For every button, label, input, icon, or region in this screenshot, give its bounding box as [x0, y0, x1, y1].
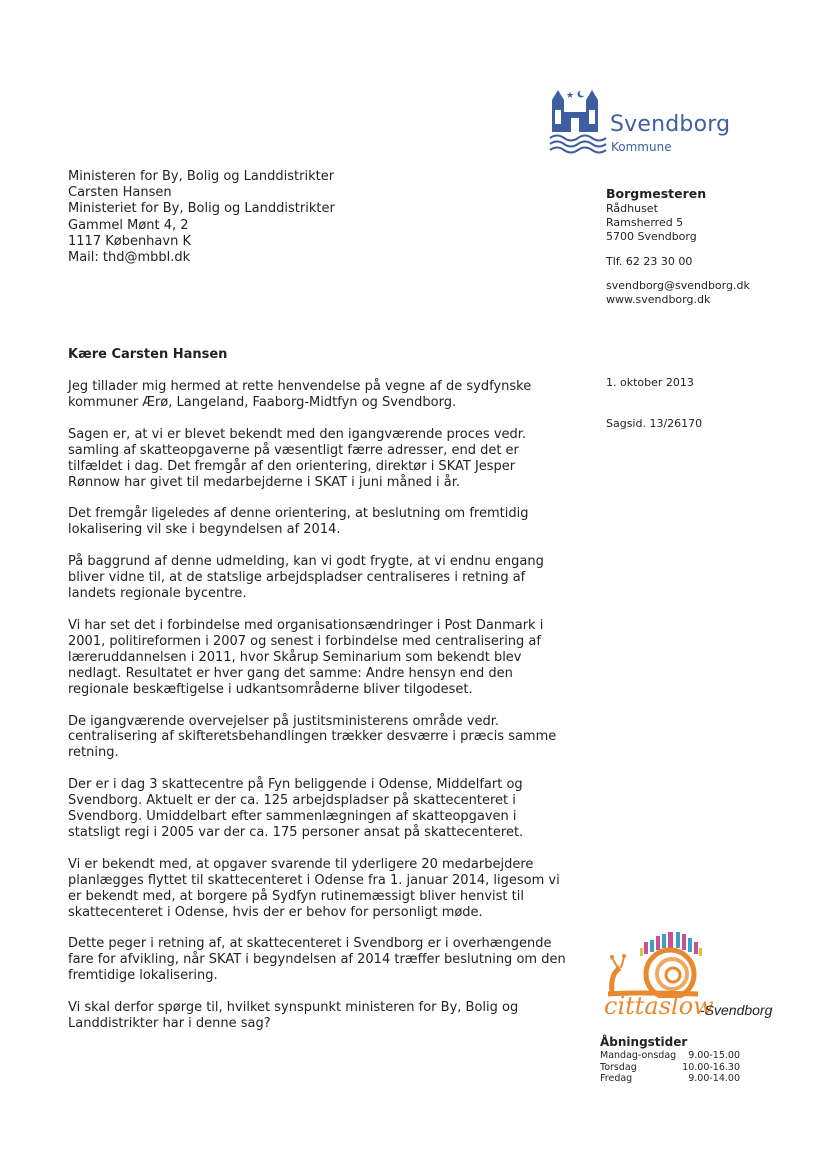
- opening-hours-row: [600, 1050, 760, 1062]
- text-line: tilfældet i dag. Det fremgår af den orientering, direktør i SKAT Jesper: [68, 458, 516, 474]
- paragraph: [68, 618, 578, 698]
- logo-name: Svendborg: [610, 112, 731, 137]
- letter-date: 1. oktober 2013: [606, 376, 694, 389]
- opening-hours-row: [600, 1062, 760, 1074]
- paragraph: [68, 554, 578, 602]
- opening-day: Torsdag: [600, 1061, 637, 1073]
- sender-block: [606, 186, 806, 307]
- text-line: Svendborg. Aktuelt er der ca. 125 arbejdspladser på skattecenteret i: [68, 793, 516, 809]
- recipient-line: Ministeriet for By, Bolig og Landdistrikter: [68, 201, 335, 217]
- svg-text:★: ★: [566, 91, 575, 101]
- text-line: Rønnow har givet til medarbejderne i SKAT i juni måned i år.: [68, 474, 460, 490]
- salutation: Kære Carsten Hansen: [68, 347, 228, 362]
- paragraph: [68, 777, 578, 841]
- text-line: fare for afvikling, når SKAT i begyndelsen af 2014 træffer beslutning om den: [68, 952, 566, 968]
- text-line: nedlagt. Resultatet er hver gang det samme: Andre hensyn end den: [68, 665, 513, 681]
- cittaslow-logo: [598, 928, 778, 1028]
- sender-address-line: 5700 Svendborg: [606, 230, 697, 244]
- text-line: Vi har set det i forbindelse med organisationsændringer i Post Danmark i: [68, 617, 544, 633]
- paragraph: [68, 1000, 578, 1032]
- opening-day: Mandag-onsdag: [600, 1050, 677, 1061]
- sender-website: www.svendborg.dk: [606, 293, 711, 307]
- text-line: Vi er bekendt med, at opgaver svarende til yderligere 20 medarbejdere: [68, 856, 534, 872]
- text-line: Vi skal derfor spørge til, hvilket synspunkt ministeren for By, Bolig og: [68, 1000, 519, 1016]
- sender-address-line: Ramsherred 5: [606, 216, 684, 230]
- text-line: planlægges flyttet til skattecenteret i Odense fra 1. januar 2014, ligesom vi: [68, 872, 560, 888]
- text-line: Det fremgår ligeledes af denne orientering, at beslutning om fremtidig: [68, 506, 529, 522]
- text-line: Landdistrikter har i denne sag?: [68, 1016, 271, 1032]
- opening-time: 9.00-14.00: [688, 1073, 740, 1084]
- recipient-email: Mail: thd@mbbl.dk: [68, 250, 191, 266]
- text-line: læreruddannelsen i 2011, hvor Skårup Seminarium som bekendt blev: [68, 649, 522, 665]
- text-line: centralisering af skifteretsbehandlingen trækker desværre i præcis samme: [68, 729, 557, 745]
- letter-body: [68, 379, 578, 1048]
- paragraph: [68, 936, 578, 984]
- text-line: landets regionale bycentre.: [68, 586, 247, 602]
- cittaslow-town: -Svendborg: [700, 1002, 773, 1018]
- text-line: Sagen er, at vi er blevet bekendt med den igangværende proces vedr.: [68, 426, 527, 442]
- recipient-line: Gammel Mønt 4, 2: [68, 217, 189, 233]
- opening-hours-row: [600, 1073, 760, 1085]
- snail-town-icon: [598, 928, 778, 998]
- recipient-line: Carsten Hansen: [68, 185, 172, 201]
- case-id: Sagsid. 13/26170: [606, 417, 703, 430]
- sender-title: Borgmesteren: [606, 186, 707, 201]
- text-line: regionale beskæftigelse i udkantsområderne bliver tilgodeset.: [68, 681, 473, 697]
- text-line: Jeg tillader mig hermed at rette henvendelse på vegne af de sydfynske: [68, 379, 532, 394]
- paragraph: [68, 427, 578, 491]
- text-line: Svendborg. Umiddelbart efter sammenlægningen af skatteopgaven i: [68, 809, 517, 825]
- paragraph: [68, 506, 578, 538]
- sender-address-line: Rådhuset: [606, 202, 658, 215]
- text-line: er bekendt med, at borgere på Sydfyn rutinemæssigt bliver henvist til: [68, 888, 524, 904]
- text-line: skattecenteret i Odense, hvis der er behov for personligt møde.: [68, 904, 483, 920]
- paragraph: [68, 857, 578, 921]
- opening-day: Fredag: [600, 1073, 633, 1084]
- paragraph: [68, 379, 578, 411]
- logo-subtitle: Kommune: [611, 140, 672, 154]
- sender-email: svendborg@svendborg.dk: [606, 278, 750, 292]
- opening-hours-title: Åbningstider: [600, 1035, 688, 1049]
- recipient-line: 1117 København K: [68, 233, 191, 249]
- text-line: De igangværende overvejelser på justitsministerens område vedr.: [68, 713, 500, 729]
- cittaslow-wordmark: cittaslow: [604, 992, 714, 1020]
- paragraph: [68, 714, 578, 762]
- text-line: samling af skatteopgaverne på væsentligt færre adresser, end det er: [68, 442, 519, 458]
- text-line: På baggrund af denne udmelding, kan vi godt frygte, at vi endnu engang: [68, 554, 544, 570]
- text-line: lokalisering vil ske i begyndelsen af 2014.: [68, 522, 341, 538]
- recipient-address: [68, 169, 398, 266]
- coat-of-arms-icon: [548, 86, 608, 158]
- text-line: 2001, politireformen i 2007 og senest i forbindelse med centralisering af: [68, 633, 541, 649]
- text-line: kommuner Ærø, Langeland, Faaborg-Midtfyn og Svendborg.: [68, 394, 457, 410]
- text-line: Dette peger i retning af, at skattecenteret i Svendborg er i overhængende: [68, 936, 552, 952]
- sender-phone: Tlf. 62 23 30 00: [606, 254, 693, 268]
- text-line: retning.: [68, 745, 119, 761]
- opening-time: 9.00-15.00: [688, 1050, 740, 1061]
- svendborg-kommune-logo: [548, 86, 731, 158]
- text-line: statsligt regi i 2005 var der ca. 175 personer ansat på skattecenteret.: [68, 824, 524, 840]
- recipient-line: Ministeren for By, Bolig og Landdistrikter: [68, 169, 335, 184]
- opening-hours: [600, 1035, 760, 1085]
- opening-time: 10.00-16.30: [682, 1061, 740, 1073]
- text-line: Der er i dag 3 skattecentre på Fyn beliggende i Odense, Middelfart og: [68, 777, 523, 793]
- text-line: bliver vidne til, at de statslige arbejdspladser centraliseres i retning af: [68, 570, 526, 586]
- text-line: fremtidige lokalisering.: [68, 968, 218, 984]
